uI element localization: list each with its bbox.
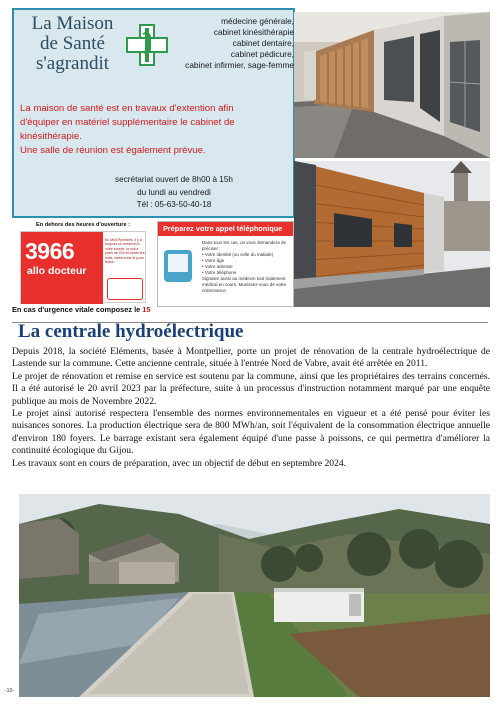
article-paragraph: Les travaux sont en cours de préparation, avec un objectif de début en septembre 2024.: [12, 457, 347, 469]
vital-emergency-line: En cas d'urgence vitale composez le 15: [12, 305, 151, 314]
service-item: cabinet infirmier, sage-femme: [185, 60, 294, 70]
service-item: médecine générale,: [221, 16, 294, 26]
page-number: -10-: [5, 688, 14, 694]
article-paragraph: Le projet de rénovation et remise en service est soutenu par la commune, ainsi que les propriétaires des terrains concernés. Il a été autorisé le 20 avril 2023 par la préfecture, suite à un processus d'instruction notamment marqué par une enquête publique au mois de Novembre 2022.: [12, 370, 490, 407]
hydro-plant-render: [19, 494, 490, 697]
emergency-description: En Midi-Pyrénées, il y a toujours un médecin à votre écoute, la nuit à partir de 20h et toutes les nuits, week-ends et jours fériés.: [105, 238, 145, 265]
vital-number: 15: [142, 305, 151, 314]
panel-title: La Maison de Santé s'agrandit: [31, 13, 114, 74]
opening-hours: secrétariat ouvert de 8h00 à 15h du lundi au vendredi Tél : 05-63-50-40-18: [115, 175, 233, 210]
after-hours-label: En dehors des heures d'ouverture :: [36, 222, 130, 228]
smartphone-icon: [164, 250, 192, 282]
photo-wooden-extension: [294, 161, 490, 307]
works-notice: La maison de santé est en travaux d'extention afin d'équiper en matériel supplémentaire le cabinet de kinésithérapie. Une salle de réunion est également prévue.: [20, 103, 235, 156]
service-item: cabinet dentaire,: [232, 38, 294, 48]
photo-extension-works: [294, 12, 490, 158]
service-item: cabinet kinésithérapie: [213, 27, 294, 37]
article-title: La centrale hydroélectrique: [18, 321, 244, 342]
allo-docteur-card: [12, 222, 154, 304]
service-item: cabinet pédicure,: [230, 49, 294, 59]
phone-card-text: Dans tous les cas, on vous demandera de préciser : • Votre identité (ou celle du malade) • Votre âge • Votre adresse • Votre téléphone Signalez aussi au médecin tout traitement médical en cours. Munissez-vous de votre ordonnance.: [202, 240, 287, 293]
article-body: [12, 346, 490, 470]
services-list: [164, 16, 294, 71]
phone-call-card: [157, 221, 294, 307]
article-paragraph: Le projet ainsi autorisé respectera l'ensemble des normes environnementales en vigueur et a été pensé pour éviter les nuisances sonores. La production électrique sera de 800 MWh/an, soit l'équivalent de la consommation électrique annuelle d'environ 180 foyers. Le barrage existant sera également équipé d'une passe à poissons, ce qui permettra d'améliorer la continuité écologique du Gijou.: [12, 408, 490, 457]
emergency-number: 3966: [25, 238, 75, 264]
health-center-panel: [12, 8, 295, 218]
emergency-service: allo docteur: [27, 265, 87, 277]
medical-cross-icon: [126, 24, 168, 66]
article-paragraph: Depuis 2018, la société Eléments, basée à Montpellier, porte un projet de rénovation de la centrale hydroélectrique de Lastende sur la commune. Cette ancienne centrale, située à l'entrée Nord de Vabre, avait été arrêtée en 2011.: [12, 346, 490, 370]
phone-card-title: Préparez votre appel téléphonique: [158, 222, 293, 236]
ars-logo-icon: [107, 278, 143, 300]
